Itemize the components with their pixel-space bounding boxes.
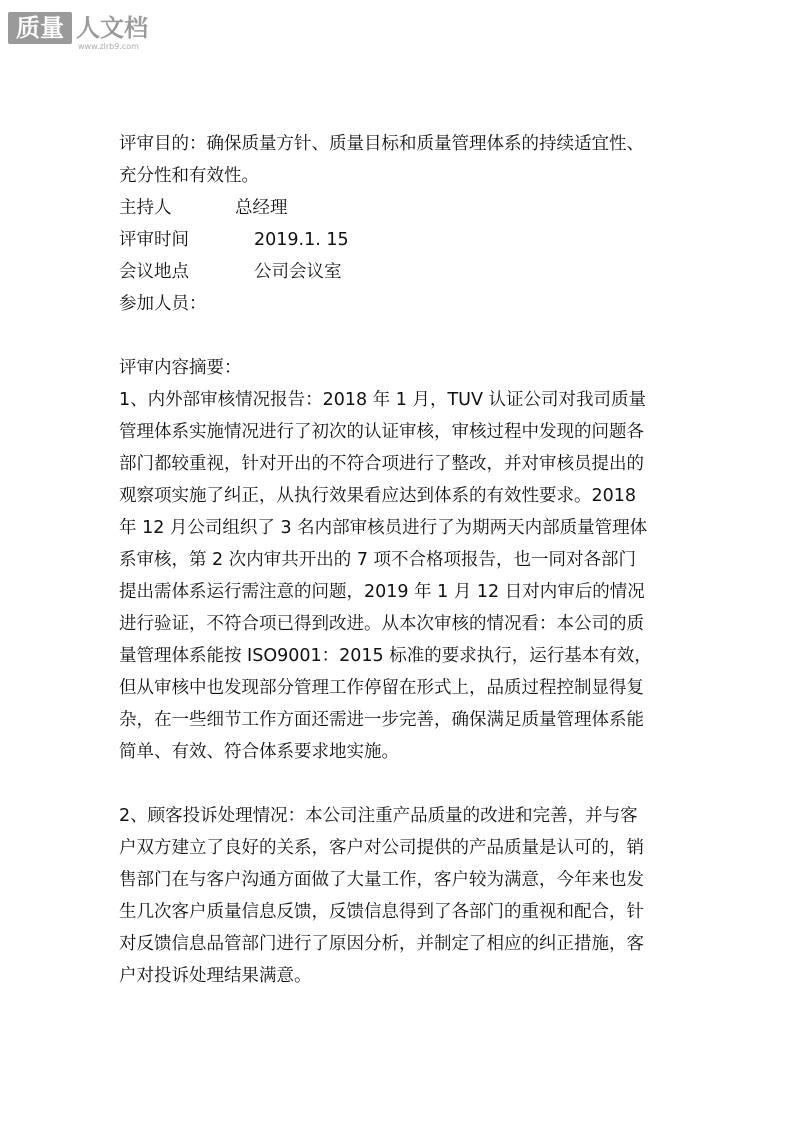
section-1-line: 部门都较重视，针对开出的不符合项进行了整改，并对审核员提出的 bbox=[119, 454, 644, 474]
spacer bbox=[119, 320, 679, 352]
section-2-line: 户双方建立了良好的关系，客户对公司提供的产品质量是认可的，销 bbox=[119, 838, 644, 858]
summary-heading: 评审内容摘要： bbox=[119, 358, 242, 378]
attendees-label: 参加人员： bbox=[119, 294, 207, 314]
section-1-line: 年 12 月公司组织了 3 名内部审核员进行了为期两天内部质量管理体 bbox=[119, 518, 648, 538]
logo-name: 人文档 bbox=[76, 14, 148, 42]
host-label: 主持人 bbox=[119, 198, 172, 218]
time-row bbox=[119, 224, 679, 256]
logo-mark: 质量 bbox=[8, 12, 72, 44]
document-body bbox=[119, 128, 679, 992]
time-value: 2019.1. 15 bbox=[254, 230, 349, 250]
logo-url: www.zlrb9.com bbox=[78, 42, 139, 51]
section-1-line: 系审核，第 2 次内审共开出的 7 项不合格项报告，也一同对各部门 bbox=[119, 550, 637, 570]
section-1-line: 量管理体系能按 ISO9001：2015 标准的要求执行，运行基本有效， bbox=[119, 646, 652, 666]
purpose-line-2: 充分性和有效性。 bbox=[119, 166, 259, 186]
section-1 bbox=[119, 384, 679, 768]
section-1-line: 观察项实施了纠正，从执行效果看应达到体系的有效性要求。2018 bbox=[119, 486, 637, 506]
spacer bbox=[119, 768, 679, 800]
section-1-line: 进行验证，不符合项已得到改进。从本次审核的情况看：本公司的质 bbox=[119, 614, 644, 634]
place-label: 会议地点 bbox=[119, 262, 189, 282]
section-1-line: 管理体系实施情况进行了初次的认证审核，审核过程中发现的问题各 bbox=[119, 422, 644, 442]
section-1-line: 提出需体系运行需注意的问题，2019 年 1 月 12 日对内审后的情况 bbox=[119, 582, 645, 602]
site-logo bbox=[8, 10, 158, 52]
section-2-line: 户对投诉处理结果满意。 bbox=[119, 966, 312, 986]
place-row bbox=[119, 256, 679, 288]
purpose-line-1: 评审目的：确保质量方针、质量目标和质量管理体系的持续适宜性、 bbox=[119, 134, 644, 154]
host-row bbox=[119, 192, 679, 224]
section-1-line: 但从审核中也发现部分管理工作停留在形式上，品质过程控制显得复 bbox=[119, 678, 644, 698]
section-1-line: 1、内外部审核情况报告：2018 年 1 月，TUV 认证公司对我司质量 bbox=[119, 390, 647, 410]
time-label: 评审时间 bbox=[119, 230, 189, 250]
section-1-line: 简单、有效、符合体系要求地实施。 bbox=[119, 742, 399, 762]
section-2-line: 2、顾客投诉处理情况：本公司注重产品质量的改进和完善，并与客 bbox=[119, 806, 638, 826]
section-2 bbox=[119, 800, 679, 992]
section-2-line: 生几次客户质量信息反馈，反馈信息得到了各部门的重视和配合，针 bbox=[119, 902, 644, 922]
host-value: 总经理 bbox=[235, 198, 288, 218]
place-value: 公司会议室 bbox=[254, 262, 342, 282]
section-2-line: 售部门在与客户沟通方面做了大量工作，客户较为满意，今年来也发 bbox=[119, 870, 644, 890]
section-1-line: 杂，在一些细节工作方面还需进一步完善，确保满足质量管理体系能 bbox=[119, 710, 644, 730]
section-2-line: 对反馈信息品管部门进行了原因分析，并制定了相应的纠正措施，客 bbox=[119, 934, 644, 954]
